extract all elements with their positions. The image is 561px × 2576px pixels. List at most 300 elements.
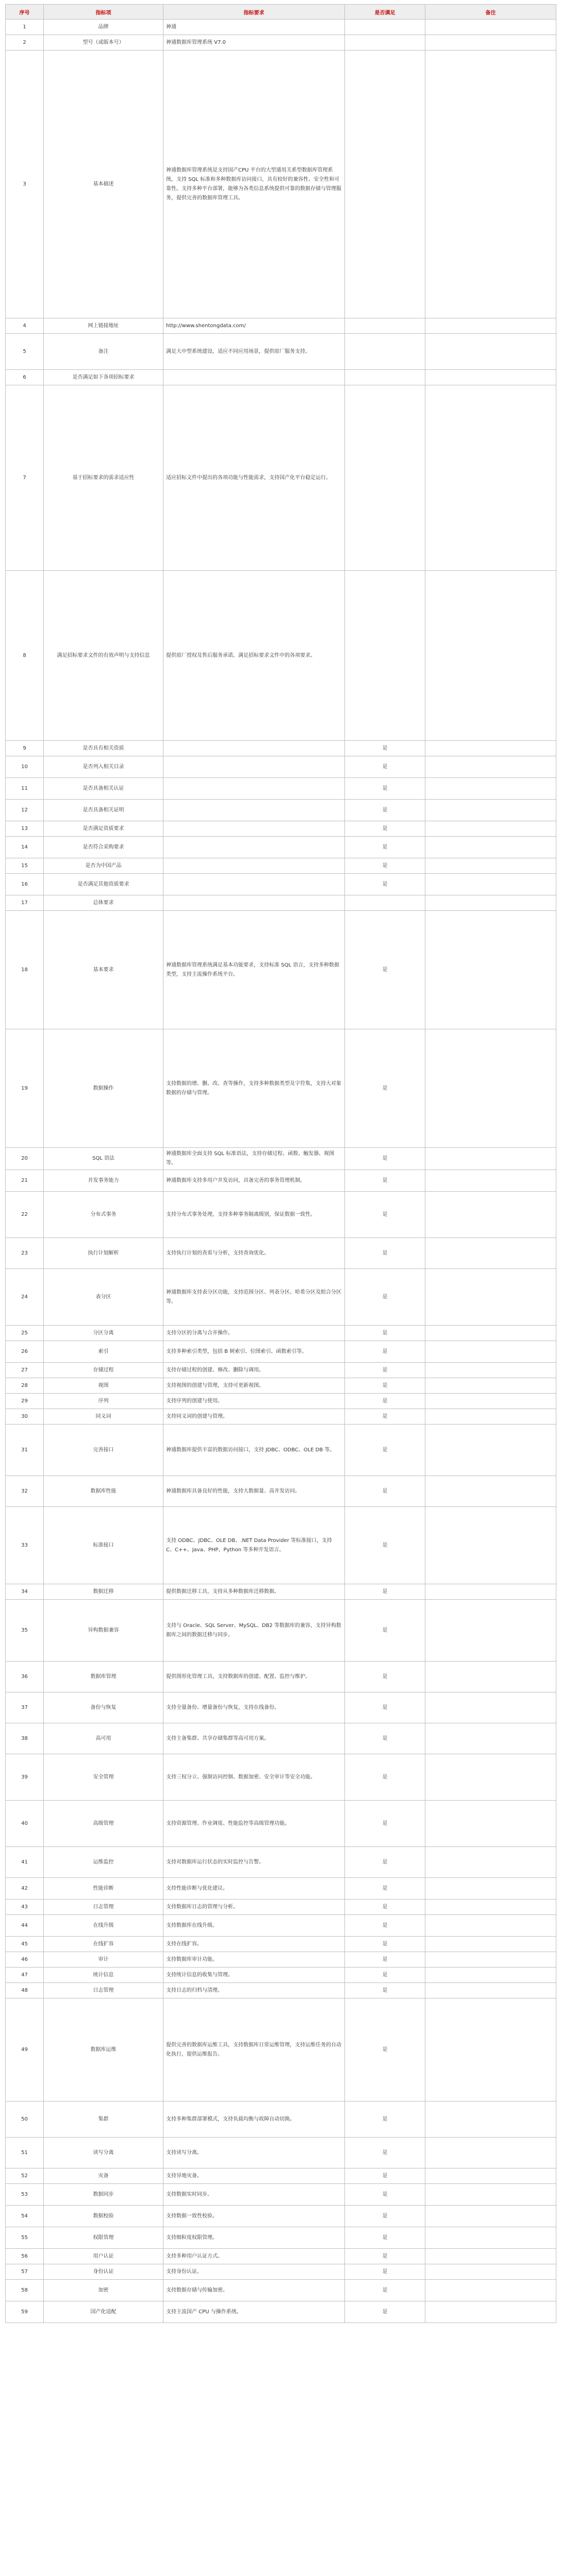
row-remark [425,1600,556,1662]
row-number: 6 [6,370,44,385]
row-compliance: 是 [345,1692,425,1723]
row-number: 5 [6,334,44,370]
row-number: 24 [6,1269,44,1326]
row-number: 2 [6,35,44,50]
table-row [6,1801,556,1847]
row-remark [425,1363,556,1378]
row-remark [425,1915,556,1937]
row-requirement: 支持资源管理、作业调度、性能监控等高级管理功能。 [163,1801,345,1847]
table-row [6,800,556,821]
table-row [6,2227,556,2249]
row-requirement: 提供完善的数据库运维工具，支持数据库日常运维管理，支持运维任务的自动化执行，提供运维报告。 [163,1998,345,2102]
row-number: 9 [6,741,44,756]
table-row [6,2102,556,2138]
row-requirement: 支持统计信息的收集与管理。 [163,1968,345,1983]
row-item-name: 日志管理 [44,1900,163,1915]
row-number: 37 [6,1692,44,1723]
row-number: 10 [6,756,44,778]
row-remark [425,1192,556,1238]
row-compliance: 是 [345,1029,425,1148]
row-number: 51 [6,2138,44,2168]
row-remark [425,858,556,874]
row-compliance: 是 [345,2264,425,2280]
row-remark [425,1238,556,1269]
row-remark [425,571,556,741]
row-item-name: 型号（或版本号） [44,35,163,50]
table-row [6,1378,556,1394]
row-remark [425,1148,556,1170]
table-row [6,1900,556,1915]
row-requirement [163,874,345,895]
row-item-name: SQL 语法 [44,1148,163,1170]
row-compliance [345,50,425,318]
row-requirement [163,837,345,858]
row-remark [425,1754,556,1801]
row-item-name: 满足招标要求文件的有效声明与支持信息 [44,571,163,741]
row-remark [425,1507,556,1584]
row-number: 50 [6,2102,44,2138]
row-requirement: 支持数据的增、删、改、查等操作，支持多种数据类型及字符集，支持大对象数据的存储与管理。 [163,1029,345,1148]
row-compliance: 是 [345,1915,425,1937]
row-compliance: 是 [345,1409,425,1425]
table-row [6,1584,556,1600]
header-name: 指标项 [44,5,163,20]
row-number: 45 [6,1937,44,1952]
table-row [6,1192,556,1238]
row-number: 23 [6,1238,44,1269]
row-number: 47 [6,1968,44,1983]
row-compliance: 是 [345,1394,425,1409]
row-remark [425,821,556,837]
table-row [6,1692,556,1723]
row-requirement: 支持分布式事务处理，支持多种事务隔离级别，保证数据一致性。 [163,1192,345,1238]
row-item-name: 数据库性能 [44,1476,163,1507]
row-item-name: 高级管理 [44,1801,163,1847]
row-number: 42 [6,1878,44,1900]
row-item-name: 执行计划解析 [44,1238,163,1269]
table-row [6,756,556,778]
row-compliance: 是 [345,1723,425,1754]
row-number: 41 [6,1847,44,1878]
row-compliance [345,35,425,50]
row-number: 30 [6,1409,44,1425]
row-number: 13 [6,821,44,837]
row-number: 46 [6,1952,44,1968]
row-item-name: 表分区 [44,1269,163,1326]
row-compliance [345,334,425,370]
row-item-name: 国产化适配 [44,2301,163,2323]
row-compliance: 是 [345,800,425,821]
row-item-name: 数据库运维 [44,1998,163,2102]
row-requirement: 支持身份认证。 [163,2264,345,2280]
row-compliance: 是 [345,741,425,756]
row-item-name: 基本要求 [44,911,163,1029]
table-body [6,20,556,2323]
table-row [6,1600,556,1662]
row-item-name: 集群 [44,2102,163,2138]
row-remark [425,385,556,571]
row-remark [425,1801,556,1847]
table-row [6,895,556,911]
table-row [6,1341,556,1363]
row-requirement: 支持多种集群部署模式，支持负载均衡与故障自动切换。 [163,2102,345,2138]
row-remark [425,1723,556,1754]
row-compliance: 是 [345,1662,425,1692]
row-requirement [163,800,345,821]
row-item-name: 备份与恢复 [44,1692,163,1723]
row-compliance: 是 [345,2249,425,2264]
row-compliance: 是 [345,1170,425,1192]
row-item-name: 用户认证 [44,2249,163,2264]
row-compliance: 是 [345,858,425,874]
row-requirement: 神通数据库提供丰富的数据访问接口，支持 JDBC、ODBC、OLE DB 等。 [163,1425,345,1476]
row-number: 38 [6,1723,44,1754]
header-no: 序号 [6,5,44,20]
row-requirement [163,756,345,778]
row-remark [425,1900,556,1915]
row-compliance: 是 [345,1341,425,1363]
row-number: 20 [6,1148,44,1170]
row-item-name: 数据库管理 [44,1662,163,1692]
row-number: 53 [6,2184,44,2206]
row-requirement: 支持细粒度权限管理。 [163,2227,345,2249]
table-row [6,821,556,837]
row-requirement: 神通 [163,20,345,35]
table-row [6,1968,556,1983]
row-compliance: 是 [345,1238,425,1269]
row-requirement: 神通数据库具备良好的性能，支持大数据量、高并发访问。 [163,1476,345,1507]
row-requirement: 支持数据库日志的管理与分析。 [163,1900,345,1915]
row-item-name: 基于招标要求的需求适应性 [44,385,163,571]
row-compliance: 是 [345,1900,425,1915]
row-requirement: 支持数据存储与传输加密。 [163,2280,345,2301]
row-compliance [345,20,425,35]
row-number: 57 [6,2264,44,2280]
row-number: 18 [6,911,44,1029]
row-requirement: 提供数据迁移工具，支持从多种数据库迁移数据。 [163,1584,345,1600]
row-remark [425,778,556,800]
row-compliance: 是 [345,2184,425,2206]
row-requirement: 支持多种用户认证方式。 [163,2249,345,2264]
row-item-name: 基本描述 [44,50,163,318]
row-compliance: 是 [345,821,425,837]
row-requirement: 支持性能诊断与优化建议。 [163,1878,345,1900]
row-item-name: 是否具备相关证明 [44,800,163,821]
row-remark [425,756,556,778]
row-item-name: 数据迁移 [44,1584,163,1600]
table-row [6,858,556,874]
row-compliance [345,370,425,385]
row-requirement: 支持对数据库运行状态的实时监控与告警。 [163,1847,345,1878]
row-requirement: 支持存储过程的创建、修改、删除与调用。 [163,1363,345,1378]
table-row [6,837,556,858]
row-number: 43 [6,1900,44,1915]
row-compliance: 是 [345,756,425,778]
row-compliance: 是 [345,1968,425,1983]
row-requirement [163,895,345,911]
row-remark [425,1170,556,1192]
row-number: 54 [6,2206,44,2227]
table-row [6,1326,556,1341]
row-requirement: 支持主流国产 CPU 与操作系统。 [163,2301,345,2323]
row-number: 52 [6,2168,44,2184]
row-compliance: 是 [345,1476,425,1507]
table-row [6,2249,556,2264]
table-row [6,35,556,50]
row-item-name: 是否具有相关资质 [44,741,163,756]
row-compliance: 是 [345,1425,425,1476]
row-requirement: 支持三权分立、强制访问控制、数据加密、安全审计等安全功能。 [163,1754,345,1801]
row-compliance: 是 [345,1192,425,1238]
row-compliance: 是 [345,1584,425,1600]
row-requirement: 支持日志的归档与清理。 [163,1983,345,1998]
row-item-name: 分布式事务 [44,1192,163,1238]
row-item-name: 视图 [44,1378,163,1394]
row-compliance: 是 [345,1269,425,1326]
row-number: 33 [6,1507,44,1584]
row-remark [425,35,556,50]
row-number: 28 [6,1378,44,1394]
row-requirement [163,778,345,800]
table-row [6,2206,556,2227]
row-requirement: 支持与 Oracle、SQL Server、MySQL、DB2 等数据库的兼容，支持异构数据库之间的数据迁移与同步。 [163,1600,345,1662]
row-compliance: 是 [345,911,425,1029]
row-compliance: 是 [345,837,425,858]
row-number: 25 [6,1326,44,1341]
row-remark [425,2168,556,2184]
row-number: 48 [6,1983,44,1998]
row-requirement: 提供原厂授权及售后服务承诺，满足招标要求文件中的各项要求。 [163,571,345,741]
row-item-name: 高可用 [44,1723,163,1754]
row-compliance: 是 [345,1507,425,1584]
row-requirement: 支持全量备份、增量备份与恢复，支持在线备份。 [163,1692,345,1723]
row-remark [425,1968,556,1983]
row-number: 58 [6,2280,44,2301]
row-requirement: 支持主备集群、共享存储集群等高可用方案。 [163,1723,345,1754]
row-remark [425,1425,556,1476]
table-row [6,1476,556,1507]
row-requirement: 神通数据库管理系统满足基本功能要求，支持标准 SQL 语言，支持多种数据类型，支持主流操作系统平台。 [163,911,345,1029]
row-requirement: 支持同义词的创建与管理。 [163,1409,345,1425]
table-row [6,2138,556,2168]
row-item-name: 是否列入相关目录 [44,756,163,778]
table-row [6,2301,556,2323]
row-requirement [163,741,345,756]
row-remark [425,1341,556,1363]
row-compliance [345,318,425,334]
row-requirement: 适应招标文件中提出的各项功能与性能需求，支持国产化平台稳定运行。 [163,385,345,571]
row-requirement: 支持异地灾备。 [163,2168,345,2184]
row-compliance: 是 [345,1600,425,1662]
row-number: 11 [6,778,44,800]
row-item-name: 备注 [44,334,163,370]
row-number: 4 [6,318,44,334]
row-compliance: 是 [345,1754,425,1801]
table-row [6,318,556,334]
row-compliance: 是 [345,778,425,800]
row-compliance [345,895,425,911]
row-requirement: 支持多种索引类型，包括 B 树索引、位图索引、函数索引等。 [163,1341,345,1363]
row-number: 55 [6,2227,44,2249]
row-number: 19 [6,1029,44,1148]
row-item-name: 在线扩容 [44,1937,163,1952]
row-remark [425,895,556,911]
table-row [6,2280,556,2301]
table-row [6,1363,556,1378]
table-row [6,1915,556,1937]
table-row [6,1754,556,1801]
table-row [6,50,556,318]
row-item-name: 是否为中国产品 [44,858,163,874]
row-item-name: 统计信息 [44,1968,163,1983]
table-row [6,1983,556,1998]
row-item-name: 权限管理 [44,2227,163,2249]
table-row [6,1269,556,1326]
table-row [6,2168,556,2184]
row-remark [425,1937,556,1952]
row-item-name: 身份认证 [44,2264,163,2280]
row-number: 32 [6,1476,44,1507]
row-requirement: 神通数据库全面支持 SQL 标准语法，支持存储过程、函数、触发器、视图等。 [163,1148,345,1170]
row-item-name: 是否满足资质要求 [44,821,163,837]
row-requirement: http://www.shentongdata.com/ [163,318,345,334]
row-item-name: 安全管理 [44,1754,163,1801]
row-requirement: 满足大中型系统建设，适应不同应用场景，提供原厂服务支持。 [163,334,345,370]
row-remark [425,2227,556,2249]
row-number: 16 [6,874,44,895]
row-remark [425,1952,556,1968]
table-header-row [6,5,556,20]
table-row [6,571,556,741]
table-row [6,2184,556,2206]
row-compliance: 是 [345,2280,425,2301]
row-number: 14 [6,837,44,858]
table-row [6,1723,556,1754]
row-remark [425,1378,556,1394]
row-item-name: 日志管理 [44,1983,163,1998]
row-compliance: 是 [345,874,425,895]
row-remark [425,741,556,756]
row-number: 40 [6,1801,44,1847]
table-row [6,1394,556,1409]
row-compliance: 是 [345,1878,425,1900]
row-remark [425,2264,556,2280]
row-number: 56 [6,2249,44,2264]
table-row [6,778,556,800]
row-item-name: 性能诊断 [44,1878,163,1900]
row-remark [425,2102,556,2138]
row-remark [425,1983,556,1998]
row-remark [425,370,556,385]
row-compliance: 是 [345,1983,425,1998]
row-compliance: 是 [345,1326,425,1341]
row-remark [425,1394,556,1409]
row-compliance: 是 [345,2206,425,2227]
row-item-name: 是否满足其他资质要求 [44,874,163,895]
row-number: 31 [6,1425,44,1476]
row-item-name: 网上链接地址 [44,318,163,334]
row-item-name: 数据操作 [44,1029,163,1148]
row-number: 21 [6,1170,44,1192]
row-requirement: 神通数据库支持多用户并发访问，具备完善的事务管理机制。 [163,1170,345,1192]
row-requirement: 支持数据一致性校验。 [163,2206,345,2227]
header-requirement: 指标要求 [163,5,345,20]
table-row [6,370,556,385]
row-number: 34 [6,1584,44,1600]
row-remark [425,1584,556,1600]
row-requirement: 支持数据库在线升级。 [163,1915,345,1937]
row-remark [425,1692,556,1723]
table-row [6,1425,556,1476]
table-row [6,385,556,571]
row-requirement [163,370,345,385]
table-row [6,1170,556,1192]
row-item-name: 审计 [44,1952,163,1968]
row-number: 39 [6,1754,44,1801]
row-item-name: 分区分离 [44,1326,163,1341]
table-row [6,334,556,370]
row-item-name: 是否满足如下各项招标要求 [44,370,163,385]
header-remark: 备注 [425,5,556,20]
row-number: 12 [6,800,44,821]
table-row [6,1847,556,1878]
row-remark [425,2184,556,2206]
row-requirement: 支持数据实时同步。 [163,2184,345,2206]
table-row [6,1409,556,1425]
row-remark [425,2280,556,2301]
row-remark [425,1847,556,1878]
row-compliance: 是 [345,1952,425,1968]
row-requirement: 支持在线扩容。 [163,1937,345,1952]
row-requirement: 支持视图的创建与管理，支持可更新视图。 [163,1378,345,1394]
row-requirement: 支持分区的分离与合并操作。 [163,1326,345,1341]
row-number: 35 [6,1600,44,1662]
row-remark [425,1269,556,1326]
row-item-name: 是否具备相关认证 [44,778,163,800]
row-compliance: 是 [345,1998,425,2102]
header-compliance: 是否满足 [345,5,425,20]
table-row [6,741,556,756]
row-item-name: 读写分离 [44,2138,163,2168]
row-requirement: 神通数据库管理系统是支持国产CPU 平台的大型通用关系型数据库管理系统，支持 SQL 标准和多种数据库访问接口，具有较好的兼容性、安全性和可靠性。支持多种平台部署，能够为各类信息系统提供可靠的数据存储与管理服务，提供完善的数据库管理工具。 [163,50,345,318]
table-row [6,874,556,895]
table-row [6,1937,556,1952]
row-item-name: 数据校验 [44,2206,163,2227]
table-row [6,2264,556,2280]
table-row [6,1662,556,1692]
row-requirement: 支持执行计划的查看与分析，支持查询优化。 [163,1238,345,1269]
row-remark [425,1662,556,1692]
row-requirement [163,821,345,837]
row-number: 15 [6,858,44,874]
table-row [6,1238,556,1269]
row-remark [425,2206,556,2227]
row-compliance [345,385,425,571]
table-row [6,1952,556,1968]
table-row [6,1029,556,1148]
row-number: 22 [6,1192,44,1238]
row-item-name: 序列 [44,1394,163,1409]
row-remark [425,1878,556,1900]
row-item-name: 存储过程 [44,1363,163,1378]
row-remark [425,874,556,895]
row-remark [425,50,556,318]
table-row [6,1507,556,1584]
row-number: 7 [6,385,44,571]
row-item-name: 异构数据兼容 [44,1600,163,1662]
row-requirement: 神通数据库管理系统 V7.0 [163,35,345,50]
row-item-name: 品牌 [44,20,163,35]
